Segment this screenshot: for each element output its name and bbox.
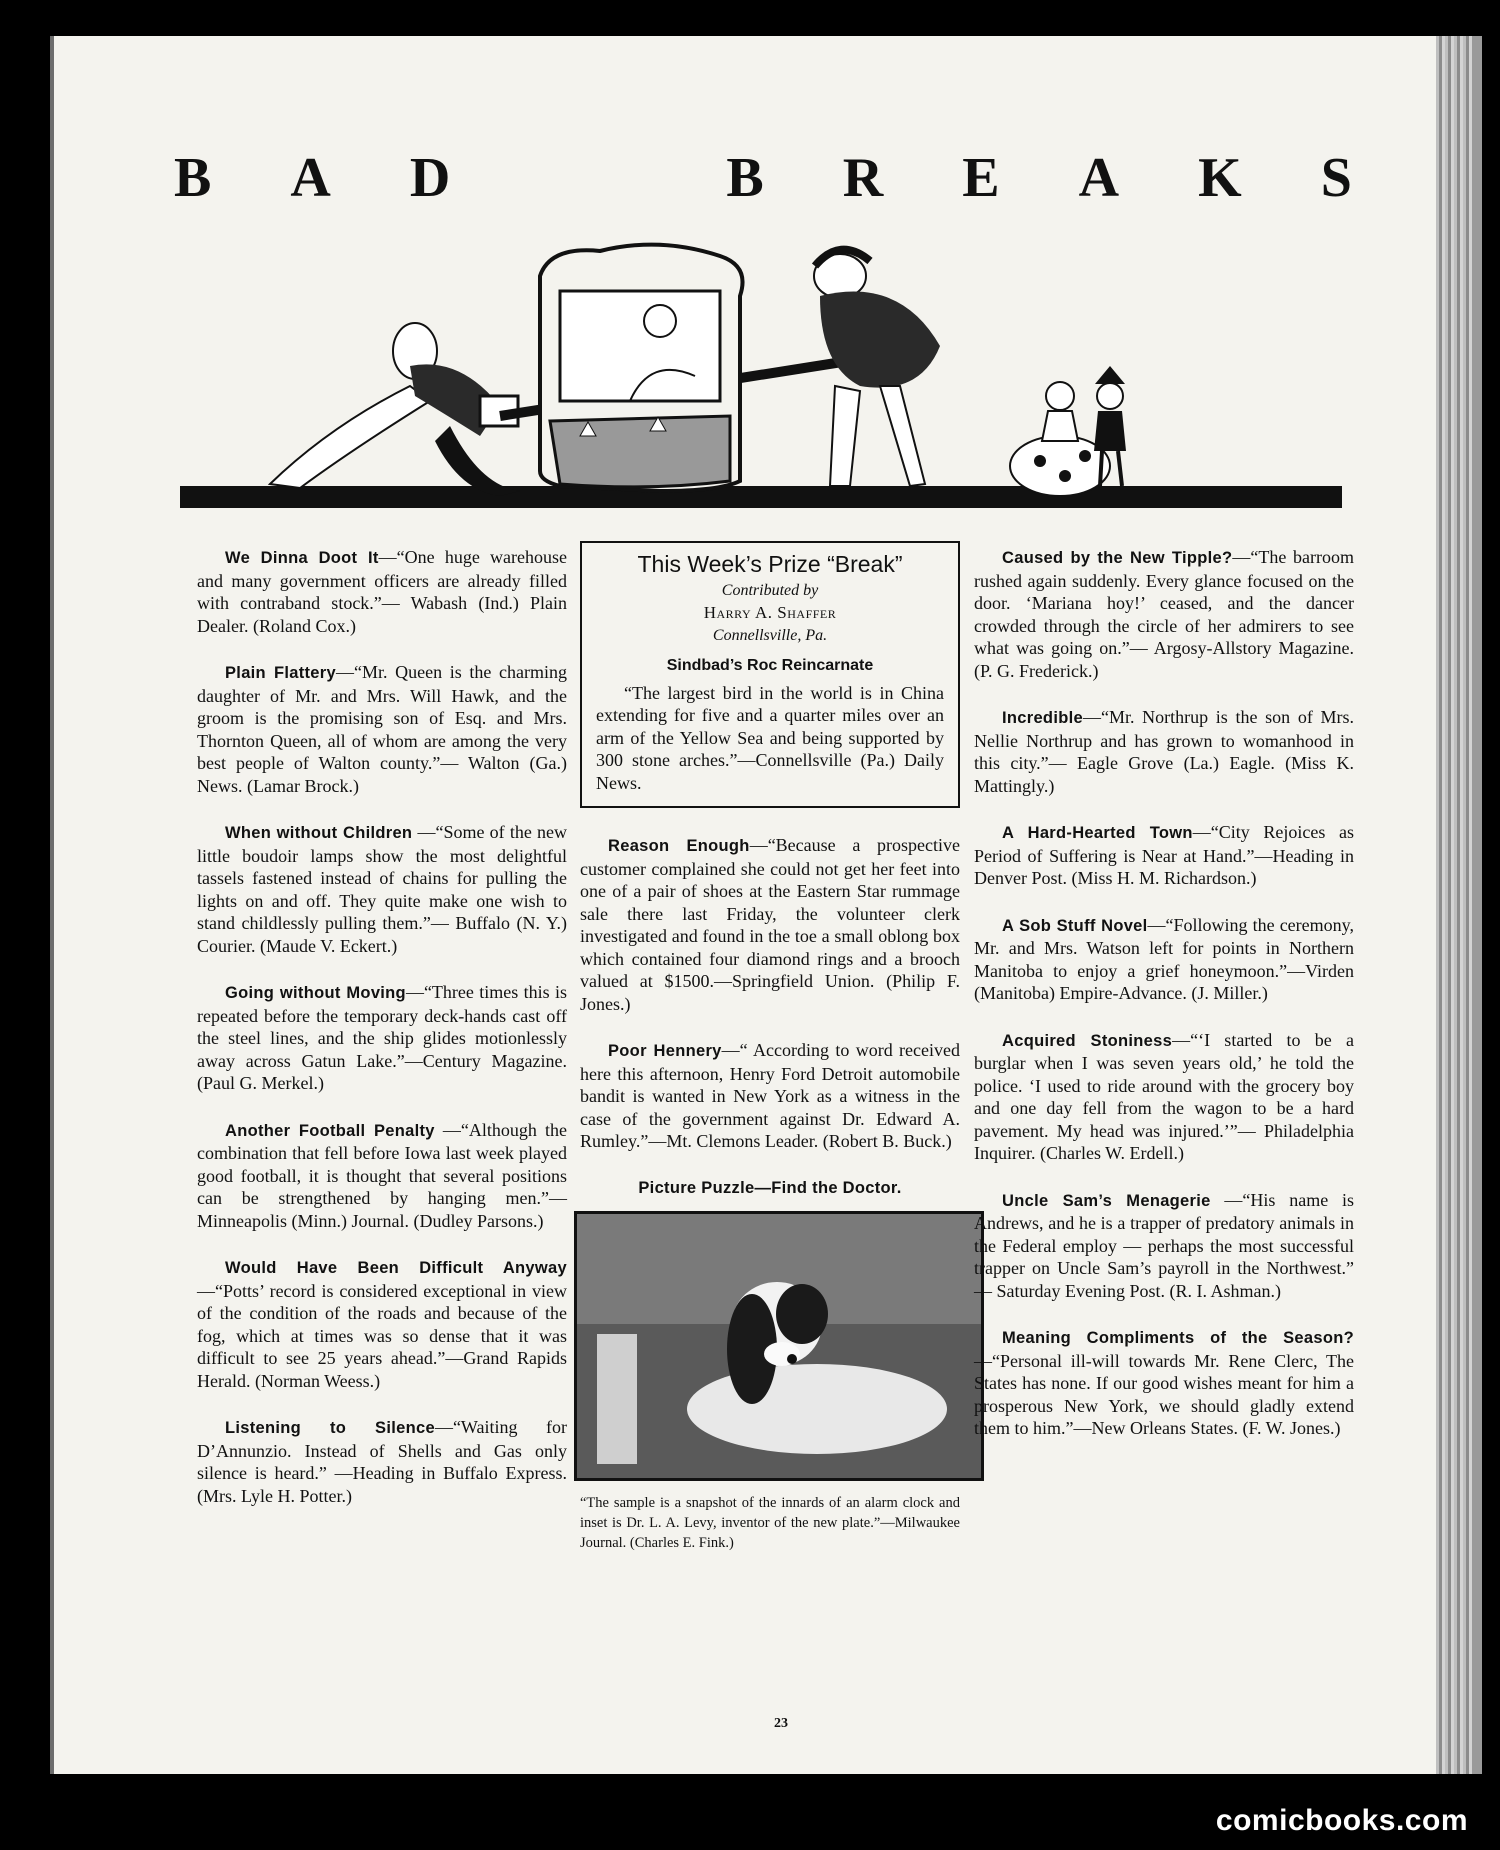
prize-body: “The largest bird in the world is in China extending for five and a quarter miles over an arm of the Yellow Sea and being supported by 300 stone arches.”—Connellsville (Pa.) Daily News.: [596, 682, 944, 793]
title-letter: E: [962, 147, 1002, 209]
title-letter: B: [174, 147, 214, 209]
page-title: [174, 146, 1354, 210]
item-dinna: We Dinna Doot It—“One huge warehouse and many government officers are already filled with contraband stock.”— Wabash (Ind.) Plain Dealer. (Roland Cox.): [197, 547, 567, 636]
item-children: When without Children —“Some of the new little boudoir lamps show the most delightful tassels fastened instead of chains for pulling the lights on and off. They quite make one wish to stand childlessly pulling them.”— Buffalo (N. Y.) Courier. (Maude V. Eckert.): [197, 822, 567, 956]
title-letter: A: [290, 147, 333, 209]
item-hennery: Poor Hennery—“ According to word received here this afternoon, Henry Ford Detroit automobile bandit is wanted in New York as a witness in the case of the government against Dr. Edward A. Rumley.”—Mt. Clemons Leader. (Robert B. Buck.): [580, 1040, 960, 1151]
item-incredible: Incredible—“Mr. Northrup is the son of Mrs. Nellie Northrup and has grown to womanhood in this city.”— Eagle Grove (La.) Eagle. (Miss K. Mattingly.): [974, 707, 1354, 796]
item-tipple: Caused by the New Tipple?—“The barroom rushed again suddenly. Every glance focused on the door. ‘Mariana hoy!’ ceased, and the dancer crowded through the circle of her admirers to see what was going on.”— Argosy-Allstory Magazine. (P. G. Frederick.): [974, 547, 1355, 681]
photo-caption: “The sample is a snapshot of the innards of an alarm clock and inset is Dr. L. A. Levy, inventor of the new plate.”—Milwaukee Journal. (Charles E. Fink.): [580, 1495, 960, 1551]
title-letter: B: [726, 147, 766, 209]
item-sob-stuff: A Sob Stuff Novel—“Following the ceremony, Mr. and Mrs. Watson left for points in Northern Manitoba to enjoy a grief honeymoon.”—Virden (Manitoba) Empire-Advance. (J. Miller.): [974, 914, 1354, 1003]
prize-subtitle: Sindbad’s Roc Reincarnate: [666, 657, 874, 674]
title-letter: D: [409, 147, 453, 209]
item-stoniness: Acquired Stoniness—“‘I started to be a burglar when I was seven years old,’ he told the police. ‘I used to ride around with the grocery boy and one day fell from the wagon to be a hard pavement. My head was injured.’”— Philadelphia Inquirer. (Charles W. Erdell.): [974, 1029, 1354, 1163]
magazine-page: [50, 36, 1482, 1774]
column-left: [197, 546, 567, 1531]
book-spine: [1436, 36, 1472, 1774]
item-silence: Listening to Silence—“Waiting for D’Annunzio. Instead of Shells and Gas only silence is heard.” —Heading in Buffalo Express. (Mrs. Lyle H. Potter.): [197, 1417, 567, 1506]
item-hard-hearted: A Hard-Hearted Town—“City Rejoices as Period of Suffering is Near at Hand.”—Heading in Denver Post. (Miss H. M. Richardson.): [974, 822, 1354, 888]
prize-place: Connellsville, Pa.: [712, 626, 828, 644]
item-compliments: Meaning Compliments of the Season?—“Personal ill-will towards Mr. Rene Clerc, The States has none. If our good wishes meant for him a prosperous New York, we should gladly extend them to him.”—New Orleans States. (F. W. Jones.): [974, 1329, 1354, 1438]
title-letter: R: [842, 147, 886, 209]
item-moving: Going without Moving—“Three times this is repeated before the temporary deck-hands cast off the steel lines, and the ship glides motionlessly away across Gatun Lake.”—Century Magazine. (Paul G. Merkel.): [197, 982, 567, 1093]
puzzle-heading: Picture Puzzle—Find the Doctor.: [638, 1178, 902, 1197]
prize-title: This Week’s Prize “Break”: [637, 551, 903, 577]
page-number: 23: [774, 1716, 788, 1731]
title-letter: A: [1078, 147, 1122, 209]
item-menagerie: Uncle Sam’s Menagerie —“His name is Andrews, and he is a trapper of predatory animals in the Federal employ — perhaps the most successful trapper on Uncle Sam’s payroll in the Northwest.” — Saturday Evening Post. (R. I. Ashman.): [974, 1189, 1355, 1301]
dog-photo: [574, 1211, 984, 1481]
item-flattery: Plain Flattery—“Mr. Queen is the charming daughter of Mr. and Mrs. Will Hawk, and the groom is the promising son of Esq. and Mrs. Thornton Queen, all of whom are among the very best people of Walton county.”— Walton (Ga.) News. (Lamar Brock.): [197, 662, 567, 796]
column-right: [974, 546, 1354, 1464]
site-watermark: comicbooks.com: [1215, 1804, 1468, 1837]
item-football: Another Football Penalty —“Although the combination that fell before Iowa last week played good football, it is thought that several positions can be strengthened by hanging men.”— Minneapolis (Minn.) Journal. (Dudley Parsons.): [197, 1119, 567, 1231]
title-letter: K: [1198, 147, 1244, 209]
sedan-chair-illustration: [180, 236, 1342, 526]
item-reason: Reason Enough—“Because a prospective customer complained she could not get her feet into one of a pair of shoes at the Eastern Star rummage sale there last Friday, the volunteer clerk investigated and found in the toe a small oblong box which contained four diamond rings and a brooch valued at $1500.—Springfield Union. (Philip F. Jones.): [580, 835, 960, 1014]
prize-name: Harry A. Shaffer: [703, 603, 837, 622]
prize-box: [580, 541, 960, 808]
title-letter: S: [1320, 147, 1354, 209]
column-center: [580, 541, 960, 1553]
item-difficult: Would Have Been Difficult Anyway—“Potts’ record is considered exceptional in view of the condition of the roads and because of the fog, which at times was so dense that it was difficult to see 25 years ahead.”—Grand Rapids Herald. (Norman Weess.): [197, 1259, 567, 1391]
prize-contributed: Contributed by: [721, 581, 819, 599]
